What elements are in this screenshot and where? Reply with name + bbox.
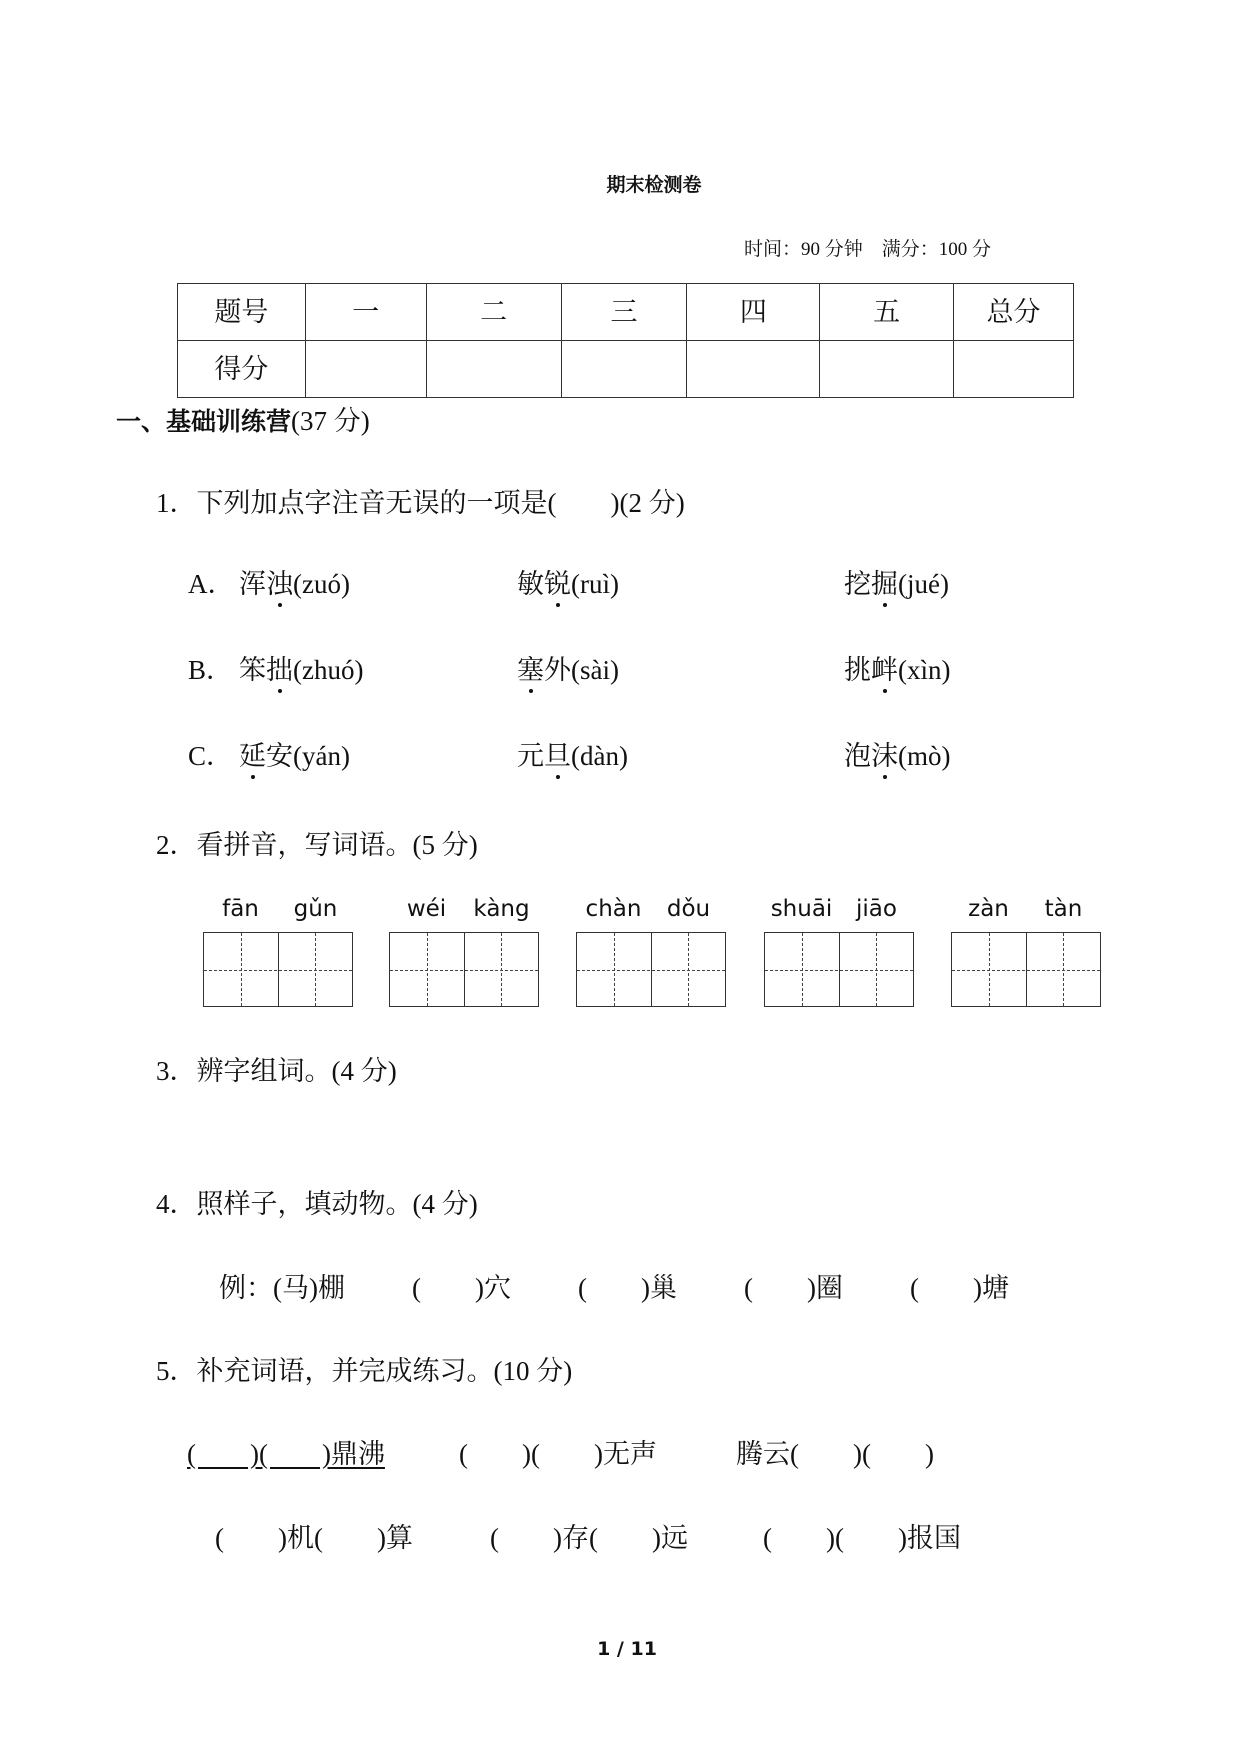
pinyin: chàn xyxy=(585,896,642,922)
dotted-character: 掘 xyxy=(871,569,898,599)
word-part: 挖 xyxy=(844,569,871,599)
page-title: 期末检测卷 xyxy=(606,174,702,196)
option-word xyxy=(239,657,363,684)
pinyin: zàn xyxy=(968,896,1009,922)
word-part: 外(sài) xyxy=(544,655,619,685)
fill-blank[interactable]: ( )( )报国 xyxy=(763,1523,961,1553)
section-heading: 一、基础训练营(37 分) xyxy=(116,406,370,436)
writing-box[interactable] xyxy=(764,932,914,1007)
guide-line xyxy=(1063,933,1064,1006)
header-cell: 三 xyxy=(561,284,687,341)
pinyin: wéi xyxy=(406,896,447,922)
word-part: (xìn) xyxy=(898,655,951,685)
dotted-character: 锐 xyxy=(544,569,571,599)
option-word xyxy=(517,571,619,598)
box-divider xyxy=(278,933,279,1006)
fill-blank[interactable]: 腾云( )( ) xyxy=(736,1439,934,1469)
writing-box[interactable] xyxy=(576,932,726,1007)
score-cell[interactable] xyxy=(687,341,820,398)
score-cell[interactable] xyxy=(426,341,561,398)
exam-meta: 时间：90 分钟 满分：100 分 xyxy=(744,239,992,260)
word-part: (ruì) xyxy=(571,569,619,599)
word-part: 挑 xyxy=(844,655,871,685)
guide-line xyxy=(315,933,316,1006)
word-part: 泡 xyxy=(844,741,871,771)
option-label[interactable]: C． xyxy=(188,741,234,771)
dotted-character: 旦 xyxy=(544,741,571,771)
option-word xyxy=(844,571,949,598)
fill-blank[interactable]: ( )存( )远 xyxy=(490,1523,688,1553)
header-cell: 二 xyxy=(426,284,561,341)
fill-blank[interactable]: ( )巢 xyxy=(578,1273,677,1303)
word-part: 笨 xyxy=(239,655,266,685)
score-cell[interactable] xyxy=(305,341,426,398)
guide-line xyxy=(876,933,877,1006)
guide-line xyxy=(989,933,990,1006)
writing-box[interactable] xyxy=(203,932,353,1007)
dotted-character: 延 xyxy=(239,741,266,771)
fill-blank[interactable]: ( )( )无声 xyxy=(459,1439,657,1469)
guide-line xyxy=(241,933,242,1006)
word-part: 浑 xyxy=(239,569,266,599)
box-divider xyxy=(839,933,840,1006)
guide-line xyxy=(614,933,615,1006)
header-cell: 题号 xyxy=(178,284,306,341)
score-table-score-row xyxy=(178,341,1074,398)
example: 例：(马)棚 xyxy=(219,1273,345,1303)
word-part: (zhuó) xyxy=(293,655,364,685)
question-2: 2．看拼音，写词语。(5 分) xyxy=(156,830,478,860)
word-part: (mò) xyxy=(898,741,951,771)
writing-box[interactable] xyxy=(389,932,539,1007)
option-word xyxy=(517,743,628,770)
guide-line xyxy=(501,933,502,1006)
dotted-character: 拙 xyxy=(266,655,293,685)
box-divider xyxy=(464,933,465,1006)
pinyin: tàn xyxy=(1044,896,1083,922)
pinyin: shuāi xyxy=(770,896,833,922)
option-word xyxy=(239,571,350,598)
pinyin: fān xyxy=(222,896,259,922)
option-word xyxy=(517,657,619,684)
word-part: 敏 xyxy=(517,569,544,599)
pinyin: dǒu xyxy=(666,896,711,922)
score-cell[interactable] xyxy=(954,341,1074,398)
guide-line xyxy=(802,933,803,1006)
pinyin: jiāo xyxy=(856,896,897,922)
dotted-character: 沫 xyxy=(871,741,898,771)
header-cell: 四 xyxy=(687,284,820,341)
pinyin: gǔn xyxy=(293,896,338,922)
page-number: 1 / 11 xyxy=(597,1638,657,1660)
fill-blank[interactable]: ( )机( )算 xyxy=(215,1523,413,1553)
option-word xyxy=(844,743,950,770)
option-label[interactable]: B． xyxy=(188,655,234,685)
header-cell: 一 xyxy=(305,284,426,341)
score-table-header-row xyxy=(178,284,1074,341)
question-1: 1．下列加点字注音无误的一项是( )(2 分) xyxy=(156,488,685,518)
word-part: (dàn) xyxy=(571,741,628,771)
guide-line xyxy=(688,933,689,1006)
fill-blank[interactable]: ( )穴 xyxy=(412,1273,511,1303)
dotted-character: 塞 xyxy=(517,655,544,685)
fill-blank[interactable]: ( )( )鼎沸 xyxy=(187,1439,385,1469)
box-divider xyxy=(651,933,652,1006)
question-3: 3．辨字组词。(4 分) xyxy=(156,1056,397,1086)
dotted-character: 衅 xyxy=(871,655,898,685)
word-part: 安(yán) xyxy=(266,741,350,771)
option-word xyxy=(844,657,950,684)
fill-blank[interactable]: ( )塘 xyxy=(910,1273,1009,1303)
option-label[interactable]: A． xyxy=(188,569,235,599)
dotted-character: 浊 xyxy=(266,569,293,599)
score-cell[interactable] xyxy=(561,341,687,398)
pinyin: kàng xyxy=(473,896,530,922)
writing-box[interactable] xyxy=(951,932,1101,1007)
word-part: (zuó) xyxy=(293,569,350,599)
option-word xyxy=(239,743,350,770)
header-cell: 五 xyxy=(820,284,954,341)
box-divider xyxy=(1026,933,1027,1006)
guide-line xyxy=(427,933,428,1006)
question-5: 5．补充词语，并完成练习。(10 分) xyxy=(156,1356,573,1386)
header-cell: 总分 xyxy=(954,284,1074,341)
word-part: (jué) xyxy=(898,569,949,599)
word-part: 元 xyxy=(517,741,544,771)
score-cell[interactable] xyxy=(820,341,954,398)
score-table xyxy=(177,283,1074,398)
question-4: 4．照样子，填动物。(4 分) xyxy=(156,1189,478,1219)
row-label: 得分 xyxy=(178,341,306,398)
fill-blank[interactable]: ( )圈 xyxy=(744,1273,843,1303)
